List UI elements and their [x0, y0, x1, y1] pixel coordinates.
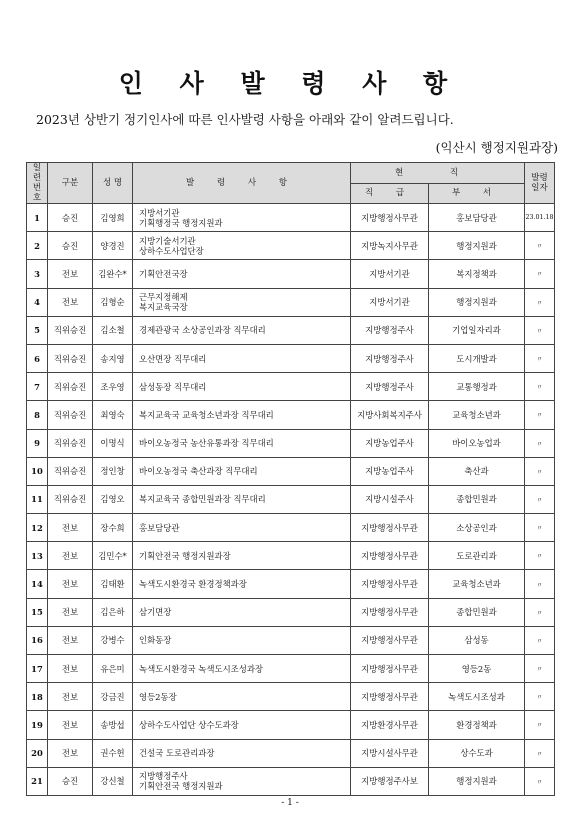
row-type: 직위승진: [48, 344, 93, 372]
row-division: 행정지원과: [429, 767, 525, 795]
row-grade: 지방녹지사무관: [351, 232, 429, 260]
row-detail-line: 상하수도사업단 상수도과장: [139, 719, 239, 730]
row-date: 〃: [525, 344, 555, 372]
header-type: 구분: [48, 163, 93, 204]
row-type: 전보: [48, 626, 93, 654]
row-type: 직위승진: [48, 485, 93, 513]
row-division: 소상공인과: [429, 514, 525, 542]
header-detail: 발 령 사 항: [133, 163, 351, 204]
row-name: 송방섭: [93, 711, 133, 739]
row-grade: 지방행정사무관: [351, 542, 429, 570]
row-number: 11: [27, 485, 48, 513]
table-row: [27, 514, 555, 542]
header-no: [27, 163, 48, 204]
row-grade: 지방행정사무관: [351, 655, 429, 683]
table-row: [27, 485, 555, 513]
header-current: 현 직: [351, 163, 525, 184]
row-detail: [133, 514, 351, 542]
row-division: 복지정책과: [429, 260, 525, 288]
row-number: 18: [27, 683, 48, 711]
row-detail-line: 오산면장 직무대리: [139, 353, 207, 364]
header-name: 성 명: [93, 163, 133, 204]
row-division: 행정지원과: [429, 288, 525, 316]
row-date: 〃: [525, 739, 555, 767]
row-grade: 지방농업주사: [351, 429, 429, 457]
row-type: 전보: [48, 598, 93, 626]
row-date: 〃: [525, 626, 555, 654]
row-detail: [133, 767, 351, 795]
table-row: [27, 204, 555, 232]
row-detail: [133, 401, 351, 429]
row-type: 전보: [48, 683, 93, 711]
row-type: 전보: [48, 260, 93, 288]
table-row: [27, 570, 555, 598]
row-type: 직위승진: [48, 373, 93, 401]
row-name: 김형순: [93, 288, 133, 316]
row-detail: [133, 288, 351, 316]
personnel-table: [26, 162, 555, 796]
row-detail: [133, 260, 351, 288]
row-name: 조우영: [93, 373, 133, 401]
row-division: 바이오농업과: [429, 429, 525, 457]
table-row: [27, 401, 555, 429]
personnel-rows: [27, 204, 555, 796]
row-detail-line: 지방서기관: [139, 207, 180, 218]
page-number: - 1 -: [281, 798, 299, 808]
header-date: [525, 163, 555, 204]
row-date: 〃: [525, 401, 555, 429]
row-detail: [133, 626, 351, 654]
row-type: 직위승진: [48, 457, 93, 485]
row-date: 〃: [525, 683, 555, 711]
row-detail-line: 지방기술서기관: [139, 235, 196, 246]
page-title: 인 사 발 령 사 항: [118, 69, 462, 98]
row-type: 직위승진: [48, 429, 93, 457]
table-row: [27, 260, 555, 288]
row-grade: 지방행정주사: [351, 344, 429, 372]
row-date: 〃: [525, 542, 555, 570]
row-detail: [133, 570, 351, 598]
row-detail-line: 복지교육국 종합민원과장 직무대리: [139, 494, 266, 505]
table-row: [27, 683, 555, 711]
row-detail-line: 기획행정국 행정지원과: [139, 217, 223, 228]
row-division: 홍보담당관: [429, 204, 525, 232]
row-division: 도로관리과: [429, 542, 525, 570]
row-type: 승진: [48, 204, 93, 232]
row-detail-line: 바이오농정국 농산유통과장 직무대리: [139, 438, 274, 449]
row-grade: 지방행정사무관: [351, 514, 429, 542]
row-name: 최영숙: [93, 401, 133, 429]
row-detail: [133, 655, 351, 683]
row-division: 종합민원과: [429, 598, 525, 626]
row-detail-line: 녹색도시환경국 녹색도시조성과장: [139, 663, 264, 674]
row-number: 8: [27, 401, 48, 429]
row-division: 교육청소년과: [429, 570, 525, 598]
row-type: 승진: [48, 232, 93, 260]
row-detail: [133, 232, 351, 260]
row-name: 정인창: [93, 457, 133, 485]
row-grade: 지방농업주사: [351, 457, 429, 485]
row-number: 14: [27, 570, 48, 598]
table-row: [27, 626, 555, 654]
row-number: 9: [27, 429, 48, 457]
row-type: 전보: [48, 711, 93, 739]
row-name: 김소철: [93, 316, 133, 344]
header-division: 부 서: [429, 183, 525, 204]
row-type: 전보: [48, 288, 93, 316]
row-date: 〃: [525, 570, 555, 598]
row-division: 기업일자리과: [429, 316, 525, 344]
row-detail-line: 인화동장: [139, 635, 172, 646]
row-name: 강금진: [93, 683, 133, 711]
row-number: 17: [27, 655, 48, 683]
row-number: 16: [27, 626, 48, 654]
row-number: 2: [27, 232, 48, 260]
row-name: 송지영: [93, 344, 133, 372]
table-row: [27, 655, 555, 683]
row-detail: [133, 683, 351, 711]
row-name: 유은미: [93, 655, 133, 683]
row-detail-line: 기획안전국 행정지원과: [139, 781, 223, 792]
row-grade: 지방행정주사: [351, 316, 429, 344]
row-name: 김민수*: [93, 542, 133, 570]
table-row: [27, 373, 555, 401]
row-date: 〃: [525, 373, 555, 401]
row-type: 직위승진: [48, 316, 93, 344]
row-date: 〃: [525, 260, 555, 288]
row-detail-line: 기획안전국장: [139, 268, 188, 279]
table-row: [27, 232, 555, 260]
row-division: 교통행정과: [429, 373, 525, 401]
row-name: 강신철: [93, 767, 133, 795]
row-name: 김완수*: [93, 260, 133, 288]
row-grade: 지방시설사무관: [351, 739, 429, 767]
row-date: 〃: [525, 485, 555, 513]
header-grade: 직 급: [351, 183, 429, 204]
row-date: 〃: [525, 655, 555, 683]
row-number: 6: [27, 344, 48, 372]
row-detail-line: 바이오농정국 축산과장 직무대리: [139, 466, 258, 477]
row-division: 녹색도시조성과: [429, 683, 525, 711]
table-row: [27, 711, 555, 739]
table-row: [27, 457, 555, 485]
row-detail-line: 근무지정해제: [139, 292, 188, 303]
row-date: 〃: [525, 232, 555, 260]
header-date-label: 발령일자: [531, 173, 548, 193]
table-row: [27, 542, 555, 570]
row-grade: 지방서기관: [351, 260, 429, 288]
row-grade: 지방행정사무관: [351, 570, 429, 598]
row-division: 교육청소년과: [429, 401, 525, 429]
row-name: 장수희: [93, 514, 133, 542]
row-type: 승진: [48, 767, 93, 795]
issuing-department: (익산시 행정지원과장): [435, 140, 558, 155]
row-number: 3: [27, 260, 48, 288]
row-name: 양경진: [93, 232, 133, 260]
row-detail: [133, 542, 351, 570]
row-detail-line: 지방행정주사: [139, 771, 188, 782]
row-number: 15: [27, 598, 48, 626]
row-detail: [133, 598, 351, 626]
row-date: 〃: [525, 316, 555, 344]
row-division: 축산과: [429, 457, 525, 485]
row-division: 도시개발과: [429, 344, 525, 372]
row-grade: 지방행정사무관: [351, 683, 429, 711]
row-division: 상수도과: [429, 739, 525, 767]
row-date: 〃: [525, 514, 555, 542]
row-number: 20: [27, 739, 48, 767]
row-grade: 지방사회복지주사: [351, 401, 429, 429]
row-type: 전보: [48, 514, 93, 542]
row-number: 1: [27, 204, 48, 232]
row-number: 12: [27, 514, 48, 542]
row-name: 이명식: [93, 429, 133, 457]
row-detail-line: 복지교육국 교육청소년과장 직무대리: [139, 409, 274, 420]
table-row: [27, 739, 555, 767]
row-division: 행정지원과: [429, 232, 525, 260]
row-date: 23.01.18: [525, 204, 555, 232]
table-row: [27, 288, 555, 316]
row-grade: 지방행정주사보: [351, 767, 429, 795]
row-number: 4: [27, 288, 48, 316]
table-row: [27, 767, 555, 795]
row-name: 김영오: [93, 485, 133, 513]
table-row: [27, 429, 555, 457]
row-number: 7: [27, 373, 48, 401]
row-division: 환경정책과: [429, 711, 525, 739]
row-type: 직위승진: [48, 401, 93, 429]
row-type: 전보: [48, 570, 93, 598]
table-row: [27, 598, 555, 626]
row-detail: [133, 204, 351, 232]
row-date: 〃: [525, 288, 555, 316]
row-detail: [133, 739, 351, 767]
row-name: 김영희: [93, 204, 133, 232]
row-grade: 지방시설주사: [351, 485, 429, 513]
row-date: 〃: [525, 767, 555, 795]
row-detail: [133, 316, 351, 344]
row-detail: [133, 711, 351, 739]
row-detail-line: 상하수도사업단장: [139, 245, 204, 256]
row-grade: 지방행정사무관: [351, 598, 429, 626]
row-division: 삼성동: [429, 626, 525, 654]
row-number: 10: [27, 457, 48, 485]
row-number: 21: [27, 767, 48, 795]
row-detail-line: 복지교육국장: [139, 302, 188, 313]
row-detail-line: 기획안전국 행정지원과장: [139, 550, 231, 561]
row-detail: [133, 485, 351, 513]
row-detail: [133, 344, 351, 372]
row-grade: 지방행정주사: [351, 373, 429, 401]
row-date: 〃: [525, 429, 555, 457]
row-detail-line: 영등2동장: [139, 691, 177, 702]
row-detail-line: 경제관광국 소상공인과장 직무대리: [139, 325, 266, 336]
row-grade: 지방환경사무관: [351, 711, 429, 739]
row-date: 〃: [525, 598, 555, 626]
row-detail: [133, 457, 351, 485]
row-type: 전보: [48, 542, 93, 570]
row-name: 김태환: [93, 570, 133, 598]
row-grade: 지방행정사무관: [351, 204, 429, 232]
row-detail-line: 건설국 도로관리과장: [139, 748, 215, 759]
row-grade: 지방행정사무관: [351, 626, 429, 654]
row-division: 종합민원과: [429, 485, 525, 513]
row-number: 19: [27, 711, 48, 739]
row-number: 5: [27, 316, 48, 344]
header-no-label: 일련번호: [32, 163, 42, 203]
row-number: 13: [27, 542, 48, 570]
row-name: 김은하: [93, 598, 133, 626]
row-name: 권수헌: [93, 739, 133, 767]
row-detail-line: 녹색도시환경국 환경정책과장: [139, 579, 247, 590]
row-detail: [133, 429, 351, 457]
row-detail-line: 삼기면장: [139, 607, 172, 618]
row-detail-line: 삼성동장 직무대리: [139, 381, 207, 392]
table-row: [27, 344, 555, 372]
row-detail: [133, 373, 351, 401]
row-type: 전보: [48, 655, 93, 683]
row-date: 〃: [525, 711, 555, 739]
intro-text: 2023년 상반기 정기인사에 따른 인사발령 사항을 아래와 같이 알려드립니다.: [36, 112, 454, 127]
row-division: 영등2동: [429, 655, 525, 683]
row-type: 전보: [48, 739, 93, 767]
row-date: 〃: [525, 457, 555, 485]
row-grade: 지방서기관: [351, 288, 429, 316]
table-row: [27, 316, 555, 344]
row-name: 강병수: [93, 626, 133, 654]
row-detail-line: 홍보담당관: [139, 522, 180, 533]
